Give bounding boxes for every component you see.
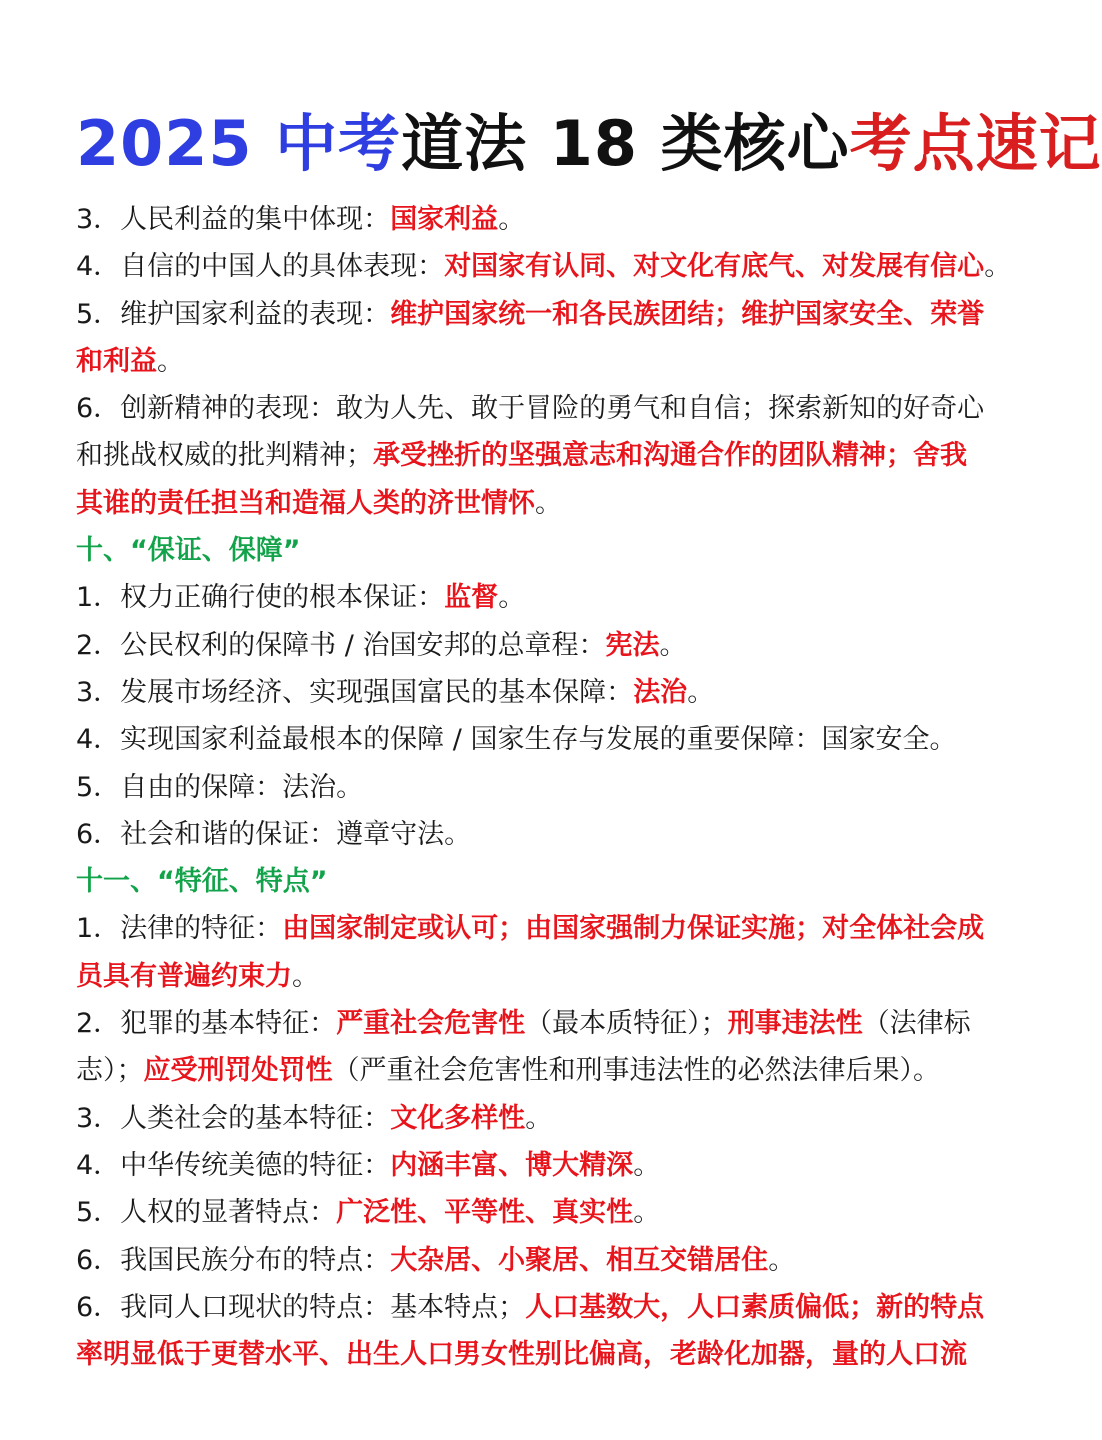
plain-text: 。 — [498, 204, 526, 235]
highlight-text: 国家利益 — [390, 204, 499, 235]
plain-text: 。 — [157, 345, 184, 377]
content-body — [76, 196, 1012, 1378]
plain-text: 1．法律的特征： — [76, 913, 283, 945]
text-line — [76, 669, 1006, 716]
highlight-text: 广泛性、平等性、真实性 — [336, 1197, 634, 1229]
text-line — [76, 622, 1006, 669]
text-line — [76, 811, 1006, 858]
plain-text: 6．社会和谐的保证：遵章守法。 — [76, 818, 472, 850]
plain-text: 。 — [659, 629, 687, 661]
highlight-text: 对国家有认同、对文化有底气、对发展有信心 — [444, 251, 985, 283]
plain-text: 。 — [633, 1149, 661, 1181]
plain-text: 3．发展市场经济、实现强国富民的基本保障： — [76, 676, 634, 708]
page-title — [76, 0, 1102, 184]
text-line — [76, 953, 1006, 1000]
text-line — [76, 1331, 1006, 1378]
plain-text: （最本质特征）； — [525, 1008, 728, 1040]
text-line — [76, 385, 1006, 432]
plain-text: 6．我同人口现状的特点：基本特点； — [76, 1291, 526, 1323]
text-line — [76, 243, 1012, 290]
plain-text: 4．实现国家利益最根本的保障 / 国家生存与发展的重要保障：国家安全。 — [76, 724, 957, 756]
highlight-text: 刑事违法性 — [727, 1008, 863, 1040]
highlight-text: 文化多样性 — [390, 1102, 526, 1134]
plain-text: 。 — [535, 487, 562, 519]
text-line — [76, 1237, 1006, 1284]
section-heading — [76, 527, 1006, 574]
text-line — [76, 1000, 1006, 1047]
plain-text: 4．自信的中国人的具体表现： — [76, 251, 445, 283]
text-line — [76, 1189, 1006, 1236]
highlight-text: 承受挫折的坚强意志和沟通合作的团队精神；舍我 — [373, 440, 967, 472]
plain-text: 3．人类社会的基本特征： — [76, 1102, 391, 1134]
plain-text: （法律标 — [862, 1008, 971, 1040]
highlight-text: 宪法 — [605, 629, 660, 661]
text-line — [76, 1284, 1006, 1331]
highlight-text: 严重社会危害性 — [336, 1008, 526, 1040]
text-line — [76, 1095, 1006, 1142]
plain-text: 5．人权的显著特点： — [76, 1197, 337, 1229]
highlight-text: 内涵丰富、博大精深 — [390, 1149, 634, 1181]
text-line — [76, 338, 1006, 385]
text-line — [76, 432, 1006, 479]
text-line — [76, 1047, 1006, 1094]
highlight-text: 监督 — [444, 582, 499, 614]
plain-text: 。 — [984, 251, 1012, 283]
plain-text: 。 — [687, 676, 715, 708]
title-part-subject: 道法 18 类核心 — [401, 107, 850, 180]
highlight-text: 大杂居、小聚居、相互交错居住 — [390, 1244, 769, 1276]
plain-text: 。 — [292, 960, 319, 992]
title-part-year-exam: 2025 中考 — [76, 107, 402, 180]
text-line — [76, 1142, 1006, 1189]
text-line — [76, 764, 1006, 811]
highlight-text: 应受刑罚处罚性 — [143, 1055, 333, 1087]
plain-text: 5．自由的保障：法治。 — [76, 771, 364, 803]
text-line — [76, 574, 1006, 621]
plain-text: 6．我国民族分布的特点： — [76, 1244, 391, 1276]
plain-text: 2．犯罪的基本特征： — [76, 1008, 337, 1040]
plain-text: 志）； — [76, 1055, 144, 1087]
text-line — [76, 291, 1006, 338]
plain-text: 十一、“特征、特点” — [76, 866, 328, 898]
plain-text: 。 — [633, 1197, 661, 1229]
title-part-memo: 考点速记 — [849, 107, 1102, 180]
plain-text: 。 — [768, 1244, 796, 1276]
highlight-text: 率明显低于更替水平、出生人口男女性别比偏高，老龄化加器，量的人口流 — [76, 1339, 967, 1371]
text-line — [76, 196, 1006, 243]
highlight-text: 员具有普遍约束力 — [76, 960, 292, 992]
plain-text: 4．中华传统美德的特征： — [76, 1149, 391, 1181]
plain-text: 5．维护国家利益的表现： — [76, 298, 391, 330]
plain-text: 6．创新精神的表现：敢为人先、敢于冒险的勇气和自信；探索新知的好奇心 — [76, 393, 985, 425]
highlight-text: 和利益 — [76, 345, 157, 377]
plain-text: （严重社会危害性和刑事违法性的必然法律后果）。 — [332, 1055, 940, 1087]
plain-text: 1．权力正确行使的根本保证： — [76, 582, 445, 614]
plain-text: 3．人民利益的集中体现： — [76, 204, 391, 235]
plain-text: 。 — [525, 1102, 553, 1134]
text-line — [76, 905, 1006, 952]
highlight-text: 由国家制定或认可；由国家强制力保证实施；对全体社会成 — [282, 913, 985, 945]
plain-text: 和挑战权威的批判精神； — [76, 440, 373, 472]
plain-text: 。 — [498, 582, 526, 614]
plain-text: 2．公民权利的保障书 / 治国安邦的总章程： — [76, 629, 606, 661]
highlight-text: 人口基数大，人口素质偏低；新的特点 — [525, 1291, 985, 1323]
highlight-text: 维护国家统一和各民族团结；维护国家安全、荣誉 — [390, 298, 985, 330]
section-heading — [76, 858, 1006, 905]
text-line — [76, 716, 1006, 763]
plain-text: 十、“保证、保障” — [76, 535, 301, 567]
highlight-text: 法治 — [633, 676, 688, 708]
text-line — [76, 480, 1006, 527]
highlight-text: 其谁的责任担当和造福人类的济世情怀 — [76, 487, 535, 519]
